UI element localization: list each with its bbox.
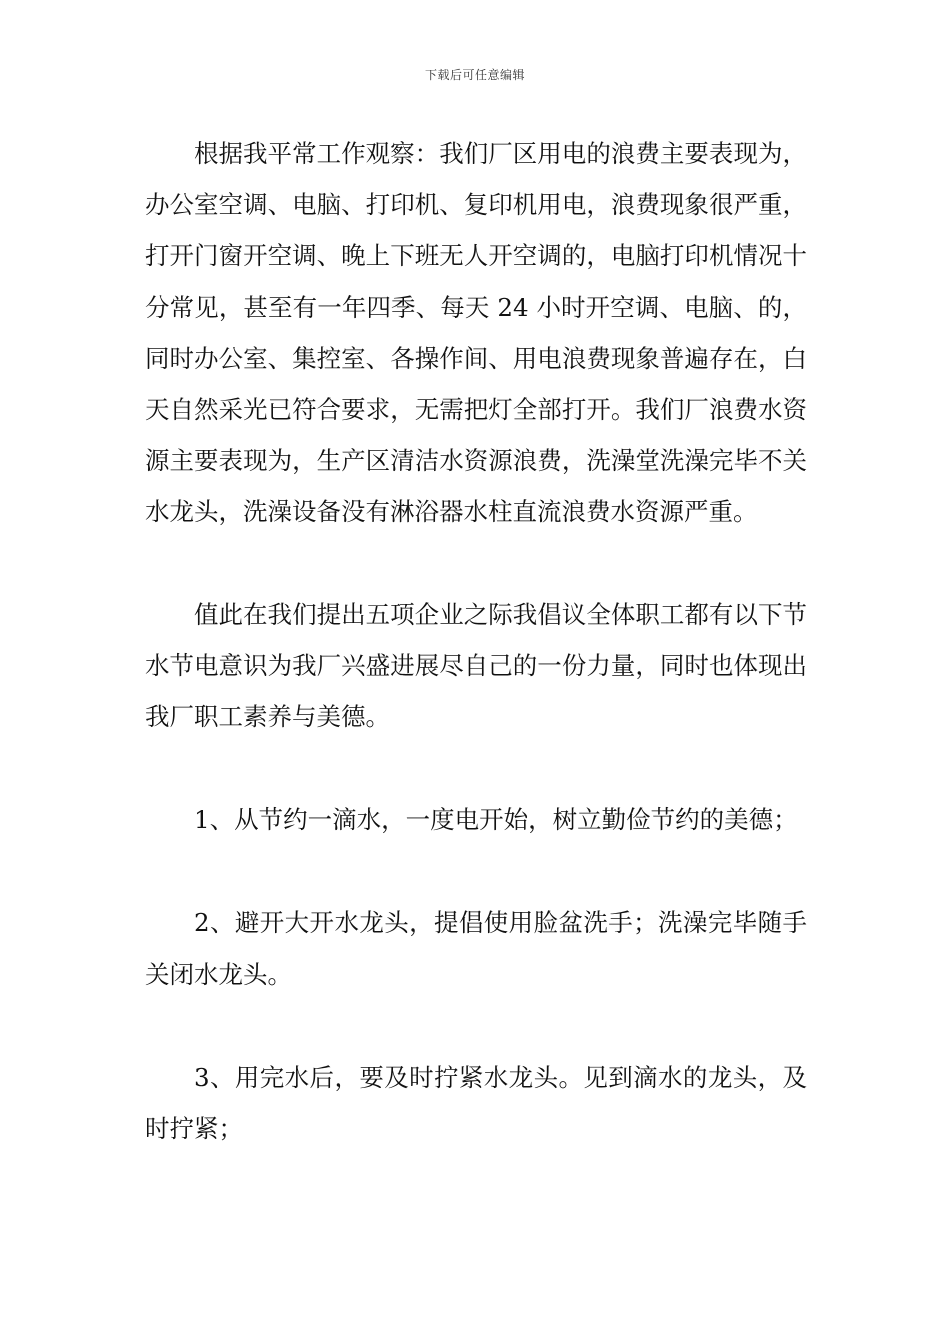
page-header-note: 下载后可任意编辑 [424, 68, 525, 82]
paragraph-observation: 根据我平常工作观察：我们厂区用电的浪费主要表现为，办公室空调、电脑、打印机、复印机用电，浪费现象很严重，打开门窗开空调、晚上下班无人开空调的，电脑打印机情况十分常见，甚至有一年四季、每天 24 小时开空调、电脑、的，同时办公室、集控室、各操作间、用电浪费现象普遍存在，白天自然采光已符合要求，无需把灯全部打开。我们厂浪费水资源主要表现为，生产区清洁水资源浪费，洗澡堂洗澡完毕不关水龙头，洗澡设备没有淋浴器水柱直流浪费水资源严重。 [145, 139, 807, 527]
list-item-3: 3、用完水后，要及时拧紧水龙头。见到滴水的龙头，及时拧紧； [145, 1062, 807, 1144]
list-item-2: 2、避开大开水龙头，提倡使用脸盆洗手；洗澡完毕随手关闭水龙头。 [145, 908, 807, 989]
list-item-1: 1、从节约一滴水，一度电开始，树立勤俭节约的美德； [194, 805, 798, 835]
paragraph-proposal: 值此在我们提出五项企业之际我倡议全体职工都有以下节水节电意识为我厂兴盛进展尽自己的一份力量，同时也体现出我厂职工素养与美德。 [145, 599, 807, 732]
document-body [145, 128, 807, 1154]
